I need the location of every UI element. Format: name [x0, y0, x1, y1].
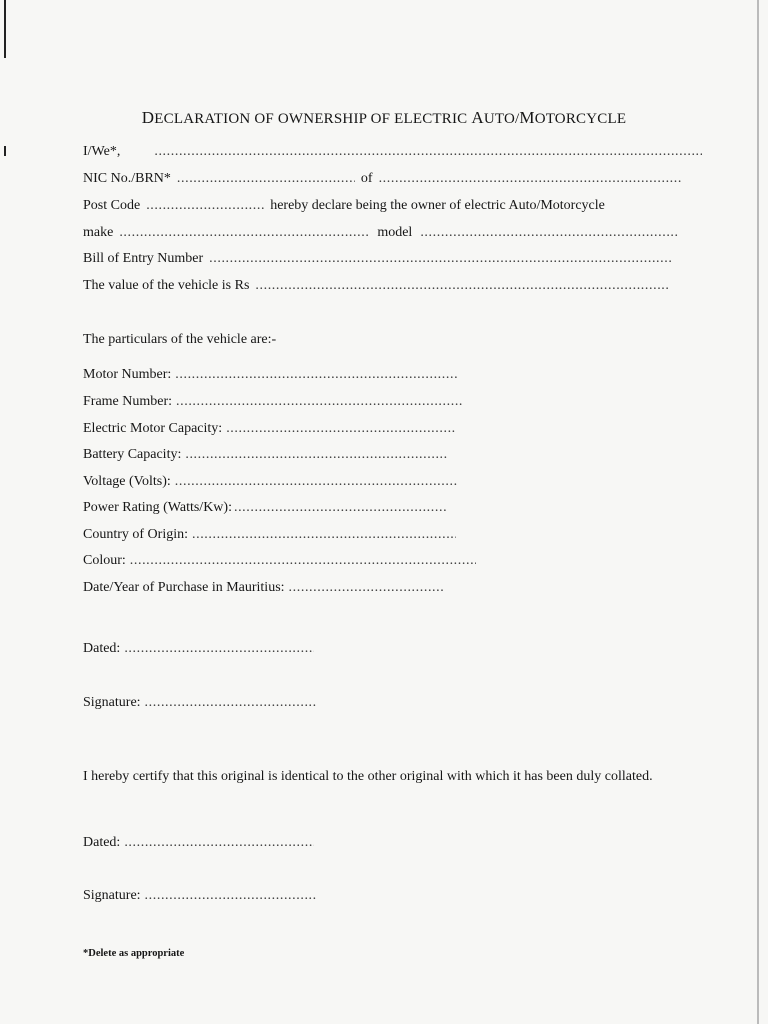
- purchase-date-field[interactable]: [289, 580, 443, 596]
- particular-row: [83, 447, 447, 463]
- postcode-field[interactable]: [146, 198, 264, 214]
- cert-dated-row: [83, 835, 314, 851]
- nic-label: NIC No./BRN*: [83, 171, 171, 186]
- particular-row: [83, 421, 456, 437]
- cert-signature-field[interactable]: [145, 888, 317, 904]
- particular-row: [83, 580, 443, 596]
- dated-label: Dated:: [83, 641, 121, 656]
- make-field[interactable]: [119, 225, 369, 241]
- signature-field[interactable]: [145, 695, 317, 711]
- bill-field[interactable]: [209, 251, 673, 267]
- iwe-row: [83, 144, 702, 160]
- model-field[interactable]: [420, 225, 678, 241]
- power-rating-field[interactable]: [234, 500, 446, 516]
- of-field[interactable]: [379, 171, 681, 187]
- particular-row: [83, 500, 446, 516]
- postcode-row: [83, 198, 605, 214]
- dated-row: [83, 641, 314, 657]
- declare-text: hereby declare being the owner of electric Auto/Motorcycle: [270, 198, 605, 213]
- postcode-label: Post Code: [83, 198, 141, 213]
- iwe-field[interactable]: [154, 144, 702, 160]
- scan-edge-mark-left: [4, 146, 6, 156]
- particular-row: [83, 367, 457, 383]
- particular-label: Country of Origin:: [83, 527, 188, 542]
- particular-label: Motor Number:: [83, 367, 172, 382]
- of-label: of: [360, 171, 373, 186]
- particulars-heading: The particulars of the vehicle are:-: [83, 332, 277, 347]
- scan-edge-mark-right: [757, 0, 759, 1024]
- make-model-row: [83, 225, 678, 241]
- value-field[interactable]: [255, 278, 669, 294]
- motor-number-field[interactable]: [175, 367, 457, 383]
- nic-field[interactable]: [177, 171, 355, 187]
- particular-label: Battery Capacity:: [83, 447, 182, 462]
- bill-row: [83, 251, 673, 267]
- battery-capacity-field[interactable]: [185, 447, 447, 463]
- signature-row: [83, 695, 317, 711]
- bill-label: Bill of Entry Number: [83, 251, 204, 266]
- value-row: [83, 278, 669, 294]
- cert-dated-field[interactable]: [124, 835, 314, 851]
- certification-text: I hereby certify that this original is identical to the other original with which it has been duly collated.: [83, 769, 653, 784]
- particular-label: Voltage (Volts):: [83, 474, 171, 489]
- particular-row: [83, 394, 462, 410]
- nic-row: [83, 171, 681, 187]
- iwe-label: I/We*,: [83, 144, 121, 159]
- particular-label: Frame Number:: [83, 394, 173, 409]
- frame-number-field[interactable]: [176, 394, 462, 410]
- signature-label: Signature:: [83, 695, 141, 710]
- particular-label: Colour:: [83, 553, 126, 568]
- scan-edge-mark-top: [4, 0, 6, 58]
- particular-label: Electric Motor Capacity:: [83, 421, 223, 436]
- particular-row: [83, 553, 476, 569]
- voltage-field[interactable]: [175, 474, 457, 490]
- make-label: make: [83, 225, 114, 240]
- particular-row: [83, 527, 456, 543]
- dated-field[interactable]: [124, 641, 314, 657]
- cert-signature-label: Signature:: [83, 888, 141, 903]
- colour-field[interactable]: [130, 553, 476, 569]
- cert-signature-row: [83, 888, 317, 904]
- footnote: *Delete as appropriate: [83, 948, 185, 959]
- country-origin-field[interactable]: [192, 527, 456, 543]
- particular-label: Date/Year of Purchase in Mauritius:: [83, 580, 285, 595]
- cert-dated-label: Dated:: [83, 835, 121, 850]
- form-title: DECLARATION OF OWNERSHIP OF ELECTRIC AUTO/MOTORCYCLE: [141, 108, 627, 127]
- particular-label: Power Rating (Watts/Kw):: [83, 500, 232, 515]
- model-label: model: [377, 225, 413, 240]
- motor-capacity-field[interactable]: [226, 421, 456, 437]
- value-label: The value of the vehicle is Rs: [83, 278, 250, 293]
- particular-row: [83, 474, 457, 490]
